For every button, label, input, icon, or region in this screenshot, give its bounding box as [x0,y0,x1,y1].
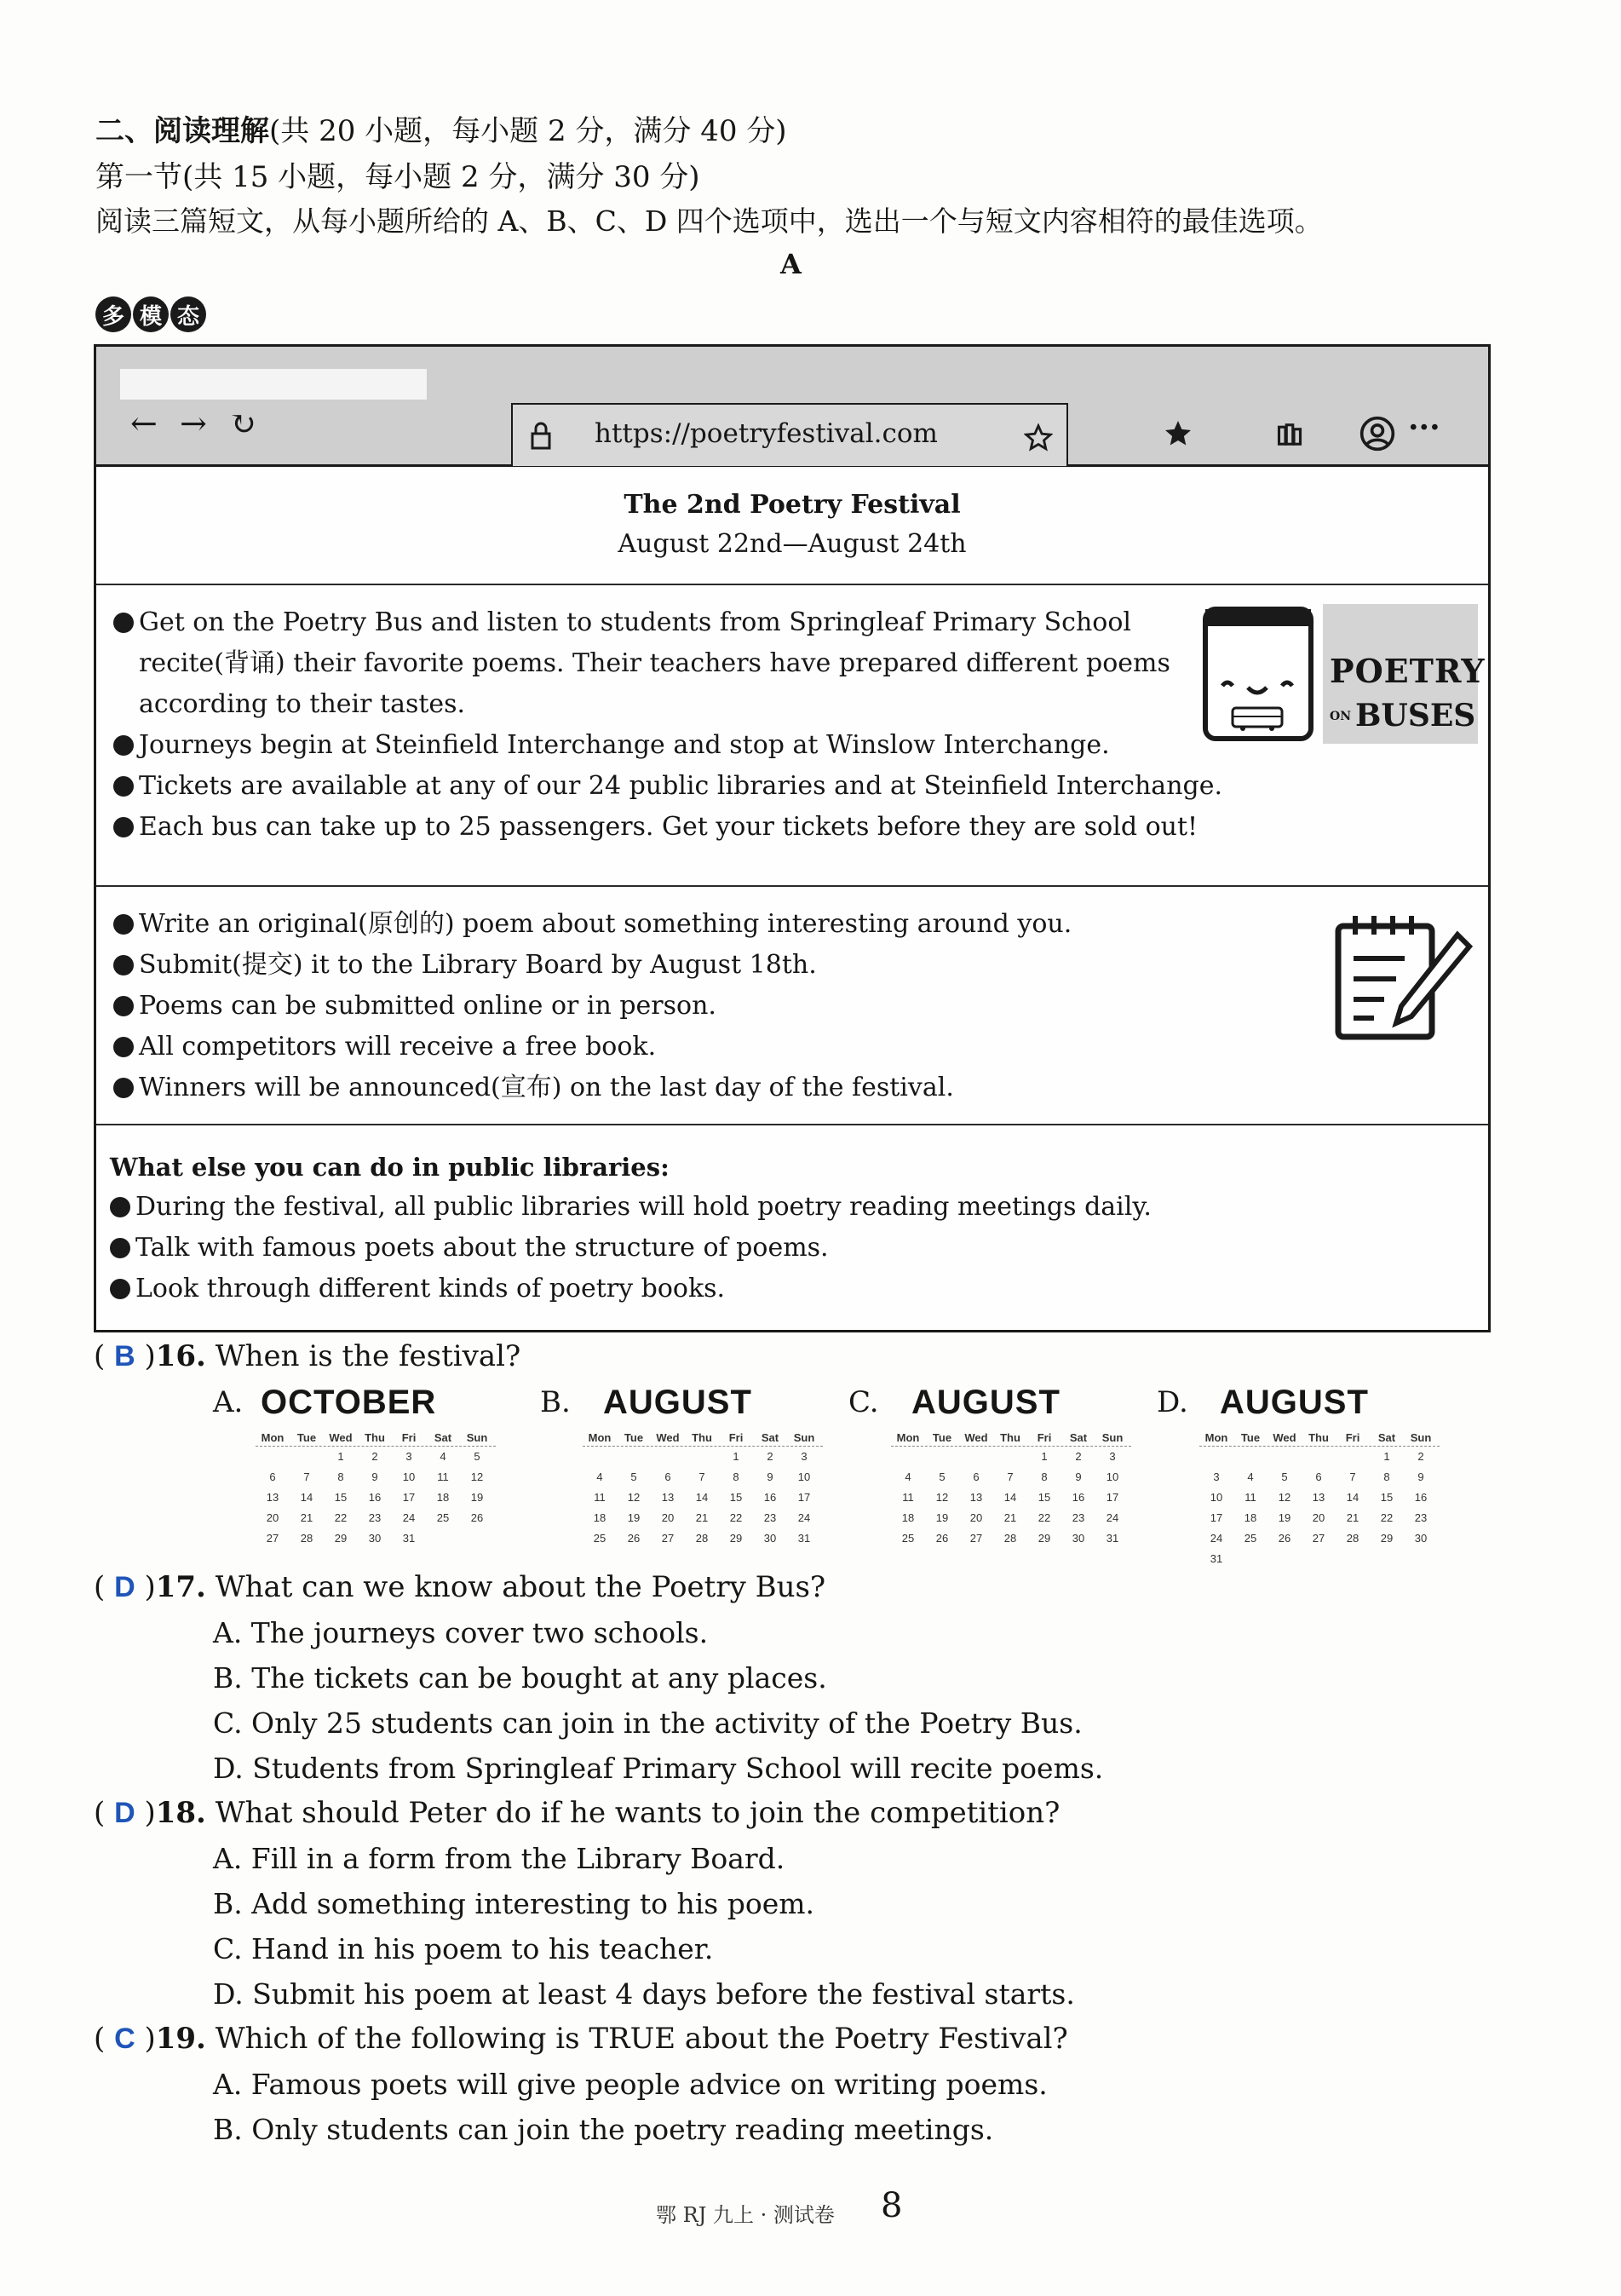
option: B. The tickets can be bought at any places. [213,1661,827,1695]
option: A. Famous poets will give people advice on writing poems. [213,2068,1048,2101]
libraries-item: Talk with famous poets about the structure of poems. [110,1228,1473,1269]
calendar-option-label: B. [540,1385,571,1419]
calendar-day: 3 [1213,1470,1220,1483]
calendar-day: 4 [905,1470,911,1483]
logo-line2: BUSES [1355,698,1476,734]
weekday-label: Tue [296,1431,317,1444]
divider [96,885,1488,887]
passage-letter: A [780,248,802,280]
section-info: (共 20 小题，每小题 2 分，满分 40 分) [269,114,787,148]
calendar-day: 9 [767,1470,773,1483]
question-text: When is the festival? [215,1339,521,1373]
question-text: Which of the following is TRUE about the Poetry Festival? [215,2022,1068,2056]
libraries-item: Look through different kinds of poetry books. [110,1269,1473,1309]
calendar-day: 17 [402,1491,416,1504]
calendar-day: 31 [1210,1552,1223,1565]
calendar-day: 8 [1383,1470,1390,1483]
competition-item: Poems can be submitted online or in person. [113,986,1323,1027]
weekday-label: Sun [1101,1431,1124,1444]
calendar-day: 19 [1278,1511,1291,1524]
page-number: 8 [881,2186,903,2225]
calendar-day: 5 [939,1470,946,1483]
forward-icon[interactable]: → [179,405,207,442]
calendar-day: 22 [729,1511,743,1524]
calendar-day: 14 [1346,1491,1359,1504]
calendar-day: 11 [902,1491,914,1504]
option: C. Hand in his poem to his teacher. [213,1932,714,1965]
question-number: 16. [155,1339,206,1373]
calendar-day: 29 [334,1532,348,1545]
calendar-day: 15 [334,1491,348,1504]
weekday-label: Fri [401,1431,417,1444]
calendar-day: 25 [1244,1532,1257,1545]
weekday-label: Mon [896,1431,920,1444]
calendar-day: 7 [303,1470,310,1483]
weekday-label: Tue [624,1431,644,1444]
back-icon[interactable]: ← [130,405,158,442]
calendar-grid [891,1431,1138,1551]
weekday-label: Thu [1308,1431,1329,1444]
option: B. Add something interesting to his poem. [213,1887,815,1920]
calendar-day: 16 [1414,1491,1428,1504]
competition-item: Write an original(原创的) poem about something interesting around you. [113,904,1323,945]
calendar-divider [256,1446,496,1447]
calendar-day: 18 [436,1491,450,1504]
bus-item: Each bus can take up to 25 passengers. Get your tickets before they are sold out! [113,807,1272,848]
weekday-label: Sat [761,1431,779,1444]
weekday-label: Sat [1069,1431,1088,1444]
calendar-day: 8 [1041,1470,1048,1483]
more-menu-icon[interactable]: ··· [1408,410,1440,446]
question-number: 17. [155,1570,206,1604]
calendar-day: 4 [596,1470,603,1483]
calendar-day: 22 [1038,1511,1051,1524]
calendar-day: 7 [1349,1470,1356,1483]
weekday-label: Thu [365,1431,385,1444]
lock-icon [530,420,552,451]
calendar-day: 24 [1106,1511,1119,1524]
calendar-day: 10 [797,1470,811,1483]
question-number: 18. [155,1796,206,1830]
option: A. The journeys cover two schools. [213,1616,709,1649]
calendar-option [848,1384,1130,1554]
calendar-day: 20 [969,1511,983,1524]
calendar-day: 14 [695,1491,709,1504]
bus-item-continued: according to their tastes. [139,689,466,719]
calendar-day: 17 [1210,1511,1223,1524]
calendar-option [213,1384,494,1554]
calendar-day: 12 [470,1470,484,1483]
calendar-day: 31 [797,1532,811,1545]
weekday-label: Mon [1204,1431,1228,1444]
calendar-day: 27 [661,1532,675,1545]
calendar-option-label: A. [213,1385,244,1419]
calendar-day: 23 [763,1511,777,1524]
calendar-day: 4 [1247,1470,1254,1483]
weekday-label: Wed [964,1431,988,1444]
calendar-day: 27 [969,1532,983,1545]
calendar-day: 11 [437,1470,449,1483]
libraries-section [110,1148,1473,1309]
collections-icon[interactable] [1277,422,1302,447]
answer-mark: C [114,2023,135,2055]
calendar-day: 7 [1007,1470,1014,1483]
section-heading [95,107,787,149]
bus-item: Tickets are available at any of our 24 public libraries and at Steinfield Interchange. [113,766,1272,807]
option: C. Only 25 students can join in the activity of the Poetry Bus. [213,1706,1083,1740]
calendar-day: 6 [1315,1470,1322,1483]
question-stem: ( C )19. Which of the following is TRUE about the Poetry Festival? [94,2022,1068,2056]
calendar-day: 2 [767,1450,773,1463]
tag-char: 态 [170,296,206,332]
calendar-grid [583,1431,830,1551]
calendar-day: 7 [698,1470,705,1483]
calendar-day: 8 [733,1470,739,1483]
calendar-day: 6 [973,1470,980,1483]
calendar-day: 17 [1106,1491,1119,1504]
calendar-day: 25 [593,1532,606,1545]
calendar-divider [583,1446,823,1447]
calendar-day: 2 [371,1450,378,1463]
bus-item-continued: recite(背诵) their favorite poems. Their teachers have prepared different poems [139,648,1170,678]
calendar-month: AUGUST [911,1384,1061,1421]
competition-item: All competitors will receive a free book. [113,1027,1323,1067]
calendar-day: 31 [402,1532,416,1545]
calendar-day: 29 [729,1532,743,1545]
weekday-label: Fri [1037,1431,1052,1444]
weekday-label: Sun [793,1431,815,1444]
calendar-day: 19 [470,1491,484,1504]
calendar-day: 12 [935,1491,949,1504]
calendar-day: 27 [1312,1532,1325,1545]
calendar-day: 26 [1278,1532,1291,1545]
calendar-option [1157,1384,1438,1565]
calendar-day: 20 [266,1511,279,1524]
divider [96,1124,1488,1125]
calendar-day: 10 [1210,1491,1223,1504]
calendar-day: 22 [334,1511,348,1524]
question-19 [94,2016,1068,2152]
calendar-day: 15 [729,1491,743,1504]
calendar-day: 21 [695,1511,709,1524]
question-stem: ( D )18. What should Peter do if he wants to join the competition? [94,1796,1061,1830]
calendar-day: 26 [627,1532,641,1545]
calendar-day: 21 [1346,1511,1359,1524]
calendar-day: 5 [474,1450,480,1463]
competition-section [113,904,1323,1108]
question-text: What can we know about the Poetry Bus? [215,1570,826,1604]
calendar-day: 9 [1417,1470,1424,1483]
option: D. Students from Springleaf Primary School will recite poems. [213,1752,1104,1785]
calendar-day: 24 [402,1511,416,1524]
book-face-icon [1199,602,1318,745]
calendar-day: 28 [695,1532,709,1545]
festival-dates: August 22nd—August 24th [618,529,967,559]
weekday-label: Thu [692,1431,712,1444]
option: D. Submit his poem at least 4 days before the festival starts. [213,1977,1075,2011]
calendar-day: 24 [1210,1532,1223,1545]
calendar-day: 26 [935,1532,949,1545]
calendar-day: 31 [1106,1532,1119,1545]
libraries-heading: What else you can do in public libraries: [110,1153,670,1182]
option: B. Only students can join the poetry reading meetings. [213,2113,994,2146]
bookmark-star-icon[interactable] [1024,423,1053,452]
calendar-day: 28 [300,1532,313,1545]
weekday-label: Mon [261,1431,285,1444]
calendar-day: 15 [1038,1491,1051,1504]
calendar-day: 30 [368,1532,382,1545]
calendar-day: 23 [368,1511,382,1524]
tag-char: 模 [133,296,169,332]
weekday-label: Sat [1377,1431,1396,1444]
answer-mark: D [114,1571,135,1603]
logo-on: ON [1330,710,1351,723]
calendar-option-label: D. [1157,1385,1188,1419]
favorites-icon[interactable] [1163,418,1193,449]
part-title: 第一节 [95,160,182,194]
calendar-day: 13 [266,1491,279,1504]
calendar-day: 1 [1041,1450,1048,1463]
calendar-month: AUGUST [1220,1384,1369,1421]
calendar-day: 11 [594,1491,606,1504]
calendar-day: 16 [763,1491,777,1504]
weekday-label: Sat [434,1431,452,1444]
poster-frame [94,344,1491,1332]
calendar-day: 9 [1075,1470,1082,1483]
calendar-day: 10 [1106,1470,1119,1483]
option: A. Fill in a form from the Library Board. [213,1842,785,1875]
logo-line1: POETRY [1330,652,1486,690]
notepad-pen-icon [1330,909,1474,1045]
calendar-day: 24 [797,1511,811,1524]
calendar-day: 11 [1244,1491,1256,1504]
calendar-day: 17 [797,1491,811,1504]
calendar-day: 10 [402,1470,416,1483]
answer-mark: B [114,1340,135,1372]
calendar-day: 13 [661,1491,675,1504]
calendar-day: 30 [1414,1532,1428,1545]
multimodal-tag [95,296,206,332]
calendar-day: 28 [1003,1532,1017,1545]
calendar-month: OCTOBER [261,1384,437,1421]
calendar-day: 18 [1244,1511,1257,1524]
weekday-label: Wed [329,1431,353,1444]
libraries-item: During the festival, all public libraries will hold poetry reading meetings daily. [110,1187,1473,1228]
tab-placeholder [120,369,427,400]
weekday-label: Fri [728,1431,744,1444]
calendar-day: 5 [1281,1470,1288,1483]
answer-mark: D [114,1797,135,1829]
instruction-text: 阅读三篇短文，从每小题所给的 A、B、C、D 四个选项中，选出一个与短文内容相符的最佳选项。 [95,204,1323,238]
calendar-day: 30 [763,1532,777,1545]
calendar-day: 14 [300,1491,313,1504]
calendar-day: 18 [901,1511,915,1524]
calendar-day: 23 [1414,1511,1428,1524]
calendar-grid [256,1431,503,1551]
weekday-label: Sun [1410,1431,1432,1444]
calendar-month: AUGUST [603,1384,752,1421]
calendar-day: 12 [627,1491,641,1504]
calendar-day: 5 [630,1470,637,1483]
calendar-day: 3 [1109,1450,1116,1463]
calendar-day: 28 [1346,1532,1359,1545]
weekday-label: Wed [656,1431,680,1444]
calendar-day: 6 [269,1470,276,1483]
calendar-day: 22 [1380,1511,1394,1524]
calendar-day: 29 [1380,1532,1394,1545]
weekday-label: Wed [1273,1431,1296,1444]
profile-icon[interactable] [1359,415,1396,452]
calendar-day: 14 [1003,1491,1017,1504]
question-number: 19. [155,2022,206,2056]
browser-bar [96,347,1488,467]
logo-text-panel [1323,604,1486,744]
weekday-label: Tue [932,1431,952,1444]
weekday-label: Mon [588,1431,612,1444]
section-title: 二、阅读理解 [95,114,269,148]
calendar-divider [1199,1446,1440,1447]
calendar-day: 23 [1072,1511,1085,1524]
calendar-day: 30 [1072,1532,1085,1545]
address-bar[interactable] [511,403,1068,466]
calendar-day: 3 [801,1450,808,1463]
calendar-day: 29 [1038,1532,1051,1545]
question-text: What should Peter do if he wants to join the competition? [215,1796,1061,1830]
calendar-day: 27 [266,1532,279,1545]
calendar-day: 2 [1417,1450,1424,1463]
poetry-bus-section [113,602,1272,848]
calendar-option-label: C. [848,1385,879,1419]
footer-label: 鄂 RJ 九上 · 测试卷 [656,2203,835,2227]
calendar-day: 1 [337,1450,344,1463]
calendar-day: 13 [1312,1491,1325,1504]
weekday-label: Tue [1240,1431,1261,1444]
reload-icon[interactable]: ↻ [228,405,256,442]
question-17 [94,1564,1103,1791]
question-stem: ( D )17. What can we know about the Poetry Bus? [94,1570,826,1604]
calendar-day: 25 [436,1511,450,1524]
weekday-label: Sun [466,1431,488,1444]
competition-item: Submit(提交) it to the Library Board by August 18th. [113,945,1323,986]
tag-char: 多 [95,296,131,332]
calendar-day: 19 [627,1511,641,1524]
calendar-day: 18 [593,1511,606,1524]
calendar-day: 9 [371,1470,378,1483]
bus-item: Journeys begin at Steinfield Interchange and stop at Winslow Interchange. [113,725,1272,766]
calendar-day: 21 [300,1511,313,1524]
calendar-day: 20 [661,1511,675,1524]
nav-controls [130,405,256,442]
weekday-label: Fri [1345,1431,1360,1444]
calendar-day: 1 [1383,1450,1390,1463]
question-16: ( B )16. When is the festival? [94,1339,521,1373]
calendar-day: 15 [1380,1491,1394,1504]
calendar-day: 26 [470,1511,484,1524]
calendar-day: 8 [337,1470,344,1483]
calendar-day: 4 [440,1450,446,1463]
question-18 [94,1790,1075,2017]
calendar-day: 20 [1312,1511,1325,1524]
calendar-day: 16 [1072,1491,1085,1504]
calendar-day: 13 [969,1491,983,1504]
calendar-day: 6 [664,1470,671,1483]
part-heading [95,153,700,195]
calendar-day: 2 [1075,1450,1082,1463]
calendar-day: 16 [368,1491,382,1504]
festival-title: The 2nd Poetry Festival [624,490,961,520]
divider [96,584,1488,585]
bus-item: Get on the Poetry Bus and listen to students from Springleaf Primary School [113,602,1272,643]
calendar-day: 25 [901,1532,915,1545]
calendar-day: 21 [1003,1511,1017,1524]
calendar-grid [1199,1431,1446,1565]
calendar-day: 3 [405,1450,412,1463]
calendar-divider [891,1446,1131,1447]
calendar-option [540,1384,821,1554]
calendar-day: 12 [1278,1491,1291,1504]
calendar-day: 1 [733,1450,739,1463]
url-text[interactable]: https://poetryfestival.com [595,418,938,449]
calendar-day: 19 [935,1511,949,1524]
part-info: (共 15 小题，每小题 2 分，满分 30 分) [182,160,700,194]
competition-item: Winners will be announced(宣布) on the last day of the festival. [113,1067,1323,1108]
weekday-label: Thu [1000,1431,1020,1444]
poetry-buses-logo [1199,602,1486,745]
